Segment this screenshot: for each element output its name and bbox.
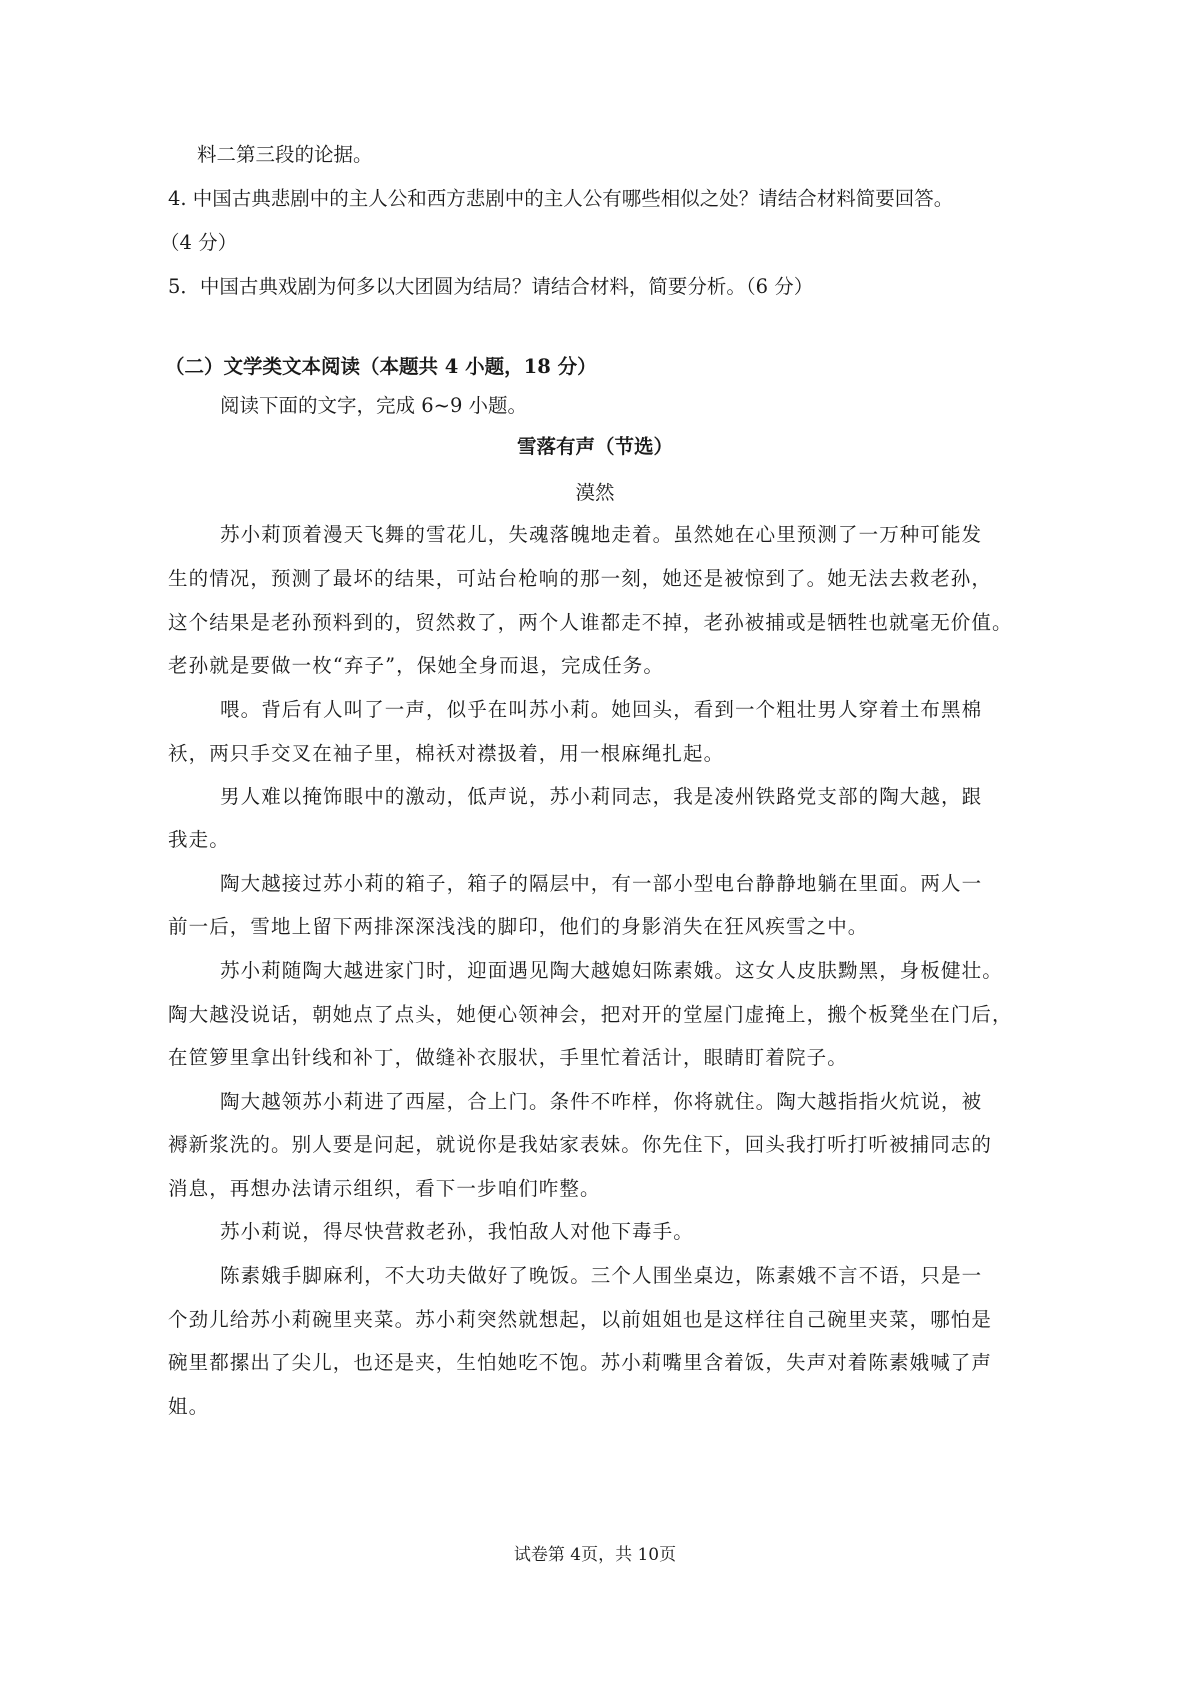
article-line: 喂。背后有人叫了一声，似乎在叫苏小莉。她回头，看到一个粗壮男人穿着土布黑棉	[220, 698, 983, 721]
article-line: 男人难以掩饰眼中的激动，低声说，苏小莉同志，我是凌州铁路党支部的陶大越，跟	[220, 785, 983, 808]
question-5: 5．中国古典戏剧为何多以大团圆为结局？请结合材料，简要分析。（6 分）	[168, 275, 814, 298]
question-4-score: （4 分）	[160, 231, 238, 254]
previous-question-continuation: 料二第三段的论据。	[197, 143, 373, 166]
article-line: 碗里都摞出了尖儿，也还是夹，生怕她吃不饱。苏小莉嘴里含着饭，失声对着陈素娥喊了声	[168, 1351, 993, 1374]
question-4-line-1: 4. 中国古典悲剧中的主人公和西方悲剧中的主人公有哪些相似之处？请结合材料简要回答。	[168, 187, 954, 210]
article-line: 这个结果是老孙预料到的，贸然救了，两个人谁都走不掉，老孙被捕或是牺牲也就毫无价值。	[168, 611, 1013, 634]
article-line: 姐。	[168, 1395, 210, 1418]
article-line: 个劲儿给苏小莉碗里夹菜。苏小莉突然就想起，以前姐姐也是这样往自己碗里夹菜，哪怕是	[168, 1308, 993, 1331]
article-line: 消息，再想办法请示组织，看下一步咱们咋整。	[168, 1177, 601, 1200]
article-line: 袄，两只手交叉在袖子里，棉袄对襟扱着，用一根麻绳扎起。	[168, 742, 725, 765]
article-line: 陶大越没说话，朝她点了点头，她便心领神会，把对开的堂屋门虚掩上，搬个板凳坐在门后，	[168, 1003, 1013, 1026]
reading-instruction: 阅读下面的文字，完成 6~9 小题。	[220, 394, 528, 417]
article-line: 生的情况，预测了最坏的结果，可站台枪响的那一刻，她还是被惊到了。她无法去救老孙，	[168, 567, 993, 590]
article-author: 漠然	[575, 481, 615, 504]
article-line: 我走。	[168, 828, 230, 851]
article-line: 苏小莉随陶大越进家门时，迎面遇见陶大越媳妇陈素娥。这女人皮肤黝黑，身板健壮。	[220, 959, 1003, 982]
article-line: 陶大越领苏小莉进了西屋，合上门。条件不咋样，你将就住。陶大越指指火炕说，被	[220, 1090, 983, 1113]
article-line: 陶大越接过苏小莉的箱子，箱子的隔层中，有一部小型电台静静地躺在里面。两人一	[220, 872, 983, 895]
article-line: 前一后，雪地上留下两排深深浅浅的脚印，他们的身影消失在狂风疾雪之中。	[168, 915, 869, 938]
article-line: 褥新浆洗的。别人要是问起，就说你是我姑家表妹。你先住下，回头我打听打听被捕同志的	[168, 1133, 993, 1156]
article-line: 苏小莉顶着漫天飞舞的雪花儿，失魂落魄地走着。虽然她在心里预测了一万种可能发	[220, 523, 983, 546]
section-heading: （二）文学类文本阅读（本题共 4 小题，18 分）	[165, 355, 597, 378]
article-line: 陈素娥手脚麻利，不大功夫做好了晚饭。三个人围坐桌边，陈素娥不言不语，只是一	[220, 1264, 983, 1287]
article-line: 在笸箩里拿出针线和补丁，做缝补衣服状，手里忙着活计，眼睛盯着院子。	[168, 1046, 848, 1069]
article-line: 老孙就是要做一枚“弃子”，保她全身而退，完成任务。	[168, 654, 664, 677]
article-line: 苏小莉说，得尽快营救老孙，我怕敌人对他下毒手。	[220, 1220, 694, 1243]
page-footer: 试卷第 4页，共 10页	[513, 1545, 677, 1565]
article-title: 雪落有声（节选）	[516, 435, 673, 458]
